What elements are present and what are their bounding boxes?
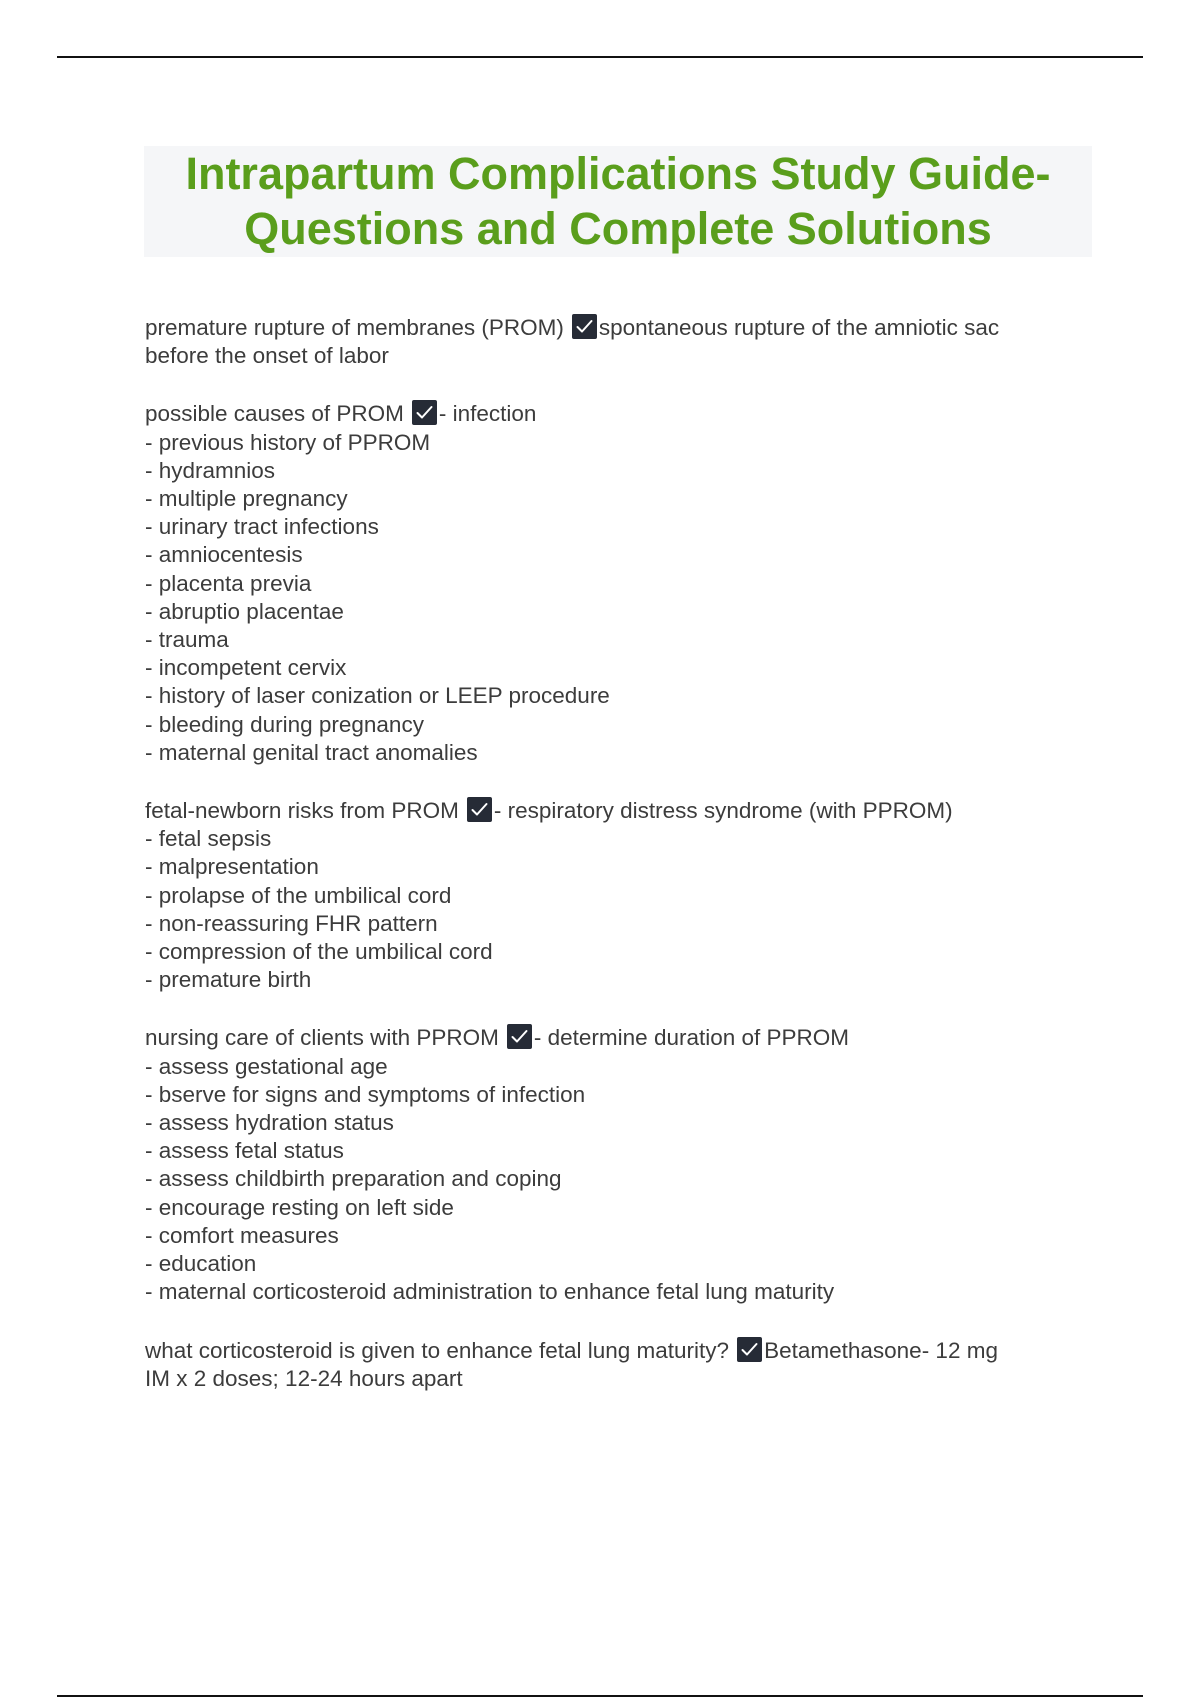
answer-text: - respiratory distress syndrome (with PPROM) bbox=[493, 798, 953, 824]
checkbox-checked-icon bbox=[467, 797, 492, 822]
document-title-line-1: Intrapartum Complications Study Guide- bbox=[185, 148, 1051, 199]
answer-line: - non-reassuring FHR pattern bbox=[145, 910, 438, 936]
answer-text: - determine duration of PPROM bbox=[533, 1025, 850, 1051]
qa-item bbox=[145, 400, 1075, 767]
question-text: nursing care of clients with PPROM bbox=[145, 1025, 499, 1051]
answer-line: - previous history of PPROM bbox=[145, 429, 431, 455]
answer-text: Betamethasone- 12 mg bbox=[764, 1337, 998, 1363]
answer-line: - history of laser conization or LEEP procedure bbox=[145, 683, 610, 709]
answer-line: - compression of the umbilical cord bbox=[145, 939, 493, 965]
checkbox-checked-icon bbox=[412, 400, 437, 425]
document-title-line-2: Questions and Complete Solutions bbox=[244, 203, 992, 254]
qa-first-line bbox=[145, 797, 1075, 825]
answer-line: - fetal sepsis bbox=[145, 826, 272, 852]
top-rule bbox=[57, 56, 1143, 58]
answer-line: - assess fetal status bbox=[145, 1138, 344, 1164]
answer-line: before the onset of labor bbox=[145, 343, 389, 369]
checkbox-checked-icon bbox=[507, 1024, 532, 1049]
qa-first-line bbox=[145, 314, 1075, 342]
answer-line: - trauma bbox=[145, 627, 229, 653]
answer-line: IM x 2 doses; 12-24 hours apart bbox=[145, 1365, 463, 1391]
answer-line: - prolapse of the umbilical cord bbox=[145, 882, 452, 908]
answer-text: spontaneous rupture of the amniotic sac bbox=[598, 315, 1000, 340]
qa-item bbox=[145, 314, 1075, 370]
qa-item bbox=[145, 1337, 1075, 1393]
answer-line: - encourage resting on left side bbox=[145, 1194, 454, 1220]
answer-line: - maternal corticosteroid administration to enhance fetal lung maturity bbox=[145, 1279, 835, 1305]
qa-item bbox=[145, 1024, 1075, 1306]
answer-line: - assess hydration status bbox=[145, 1110, 394, 1136]
question-text: what corticosteroid is given to enhance fetal lung maturity? bbox=[145, 1337, 730, 1363]
title-banner bbox=[144, 146, 1092, 257]
answer-line: - abruptio placentae bbox=[145, 598, 344, 624]
answer-line: - hydramnios bbox=[145, 457, 276, 483]
answer-line: - amniocentesis bbox=[145, 542, 303, 568]
answer-line: - assess gestational age bbox=[145, 1053, 388, 1079]
qa-first-line bbox=[145, 1337, 1075, 1365]
checkbox-checked-icon bbox=[737, 1337, 762, 1362]
qa-first-line bbox=[145, 400, 1075, 428]
question-text: fetal-newborn risks from PROM bbox=[145, 798, 459, 824]
answer-line: - maternal genital tract anomalies bbox=[145, 739, 478, 765]
answer-line: - comfort measures bbox=[145, 1222, 339, 1248]
answer-line: - multiple pregnancy bbox=[145, 486, 348, 512]
answer-line: - placenta previa bbox=[145, 570, 312, 596]
qa-first-line bbox=[145, 1024, 1075, 1052]
answer-line: - premature birth bbox=[145, 967, 312, 993]
checkbox-checked-icon bbox=[572, 314, 597, 339]
answer-line: - incompetent cervix bbox=[145, 655, 347, 681]
question-text: possible causes of PROM bbox=[145, 401, 404, 427]
answer-line: - education bbox=[145, 1251, 257, 1277]
bottom-rule bbox=[57, 1695, 1143, 1697]
study-guide-content bbox=[145, 314, 1075, 1423]
answer-line: - malpresentation bbox=[145, 854, 319, 880]
answer-line: - urinary tract infections bbox=[145, 514, 379, 540]
answer-line: - assess childbirth preparation and coping bbox=[145, 1166, 562, 1192]
answer-line: - bserve for signs and symptoms of infection bbox=[145, 1081, 586, 1107]
answer-text: - infection bbox=[438, 401, 537, 427]
answer-line: - bleeding during pregnancy bbox=[145, 711, 424, 737]
question-text: premature rupture of membranes (PROM) bbox=[145, 315, 564, 340]
qa-item bbox=[145, 797, 1075, 994]
